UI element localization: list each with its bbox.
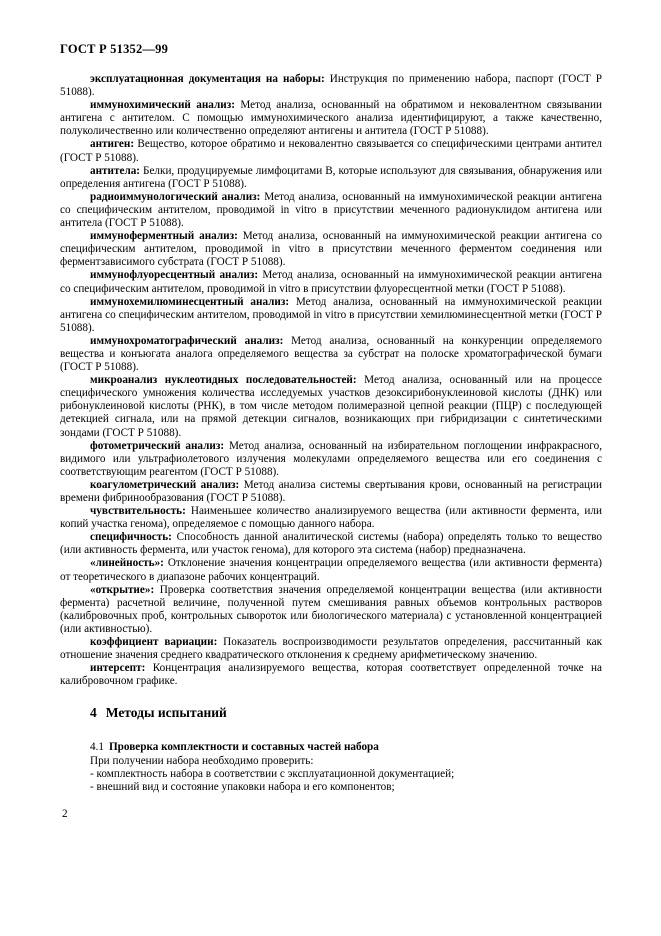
subsection-heading — [60, 741, 602, 754]
definition-item — [60, 296, 602, 335]
definition-term: «линейность»: — [90, 557, 164, 570]
definition-text: Способность данной аналитической системы (набора) определять только то вещество (или активность фермента, или участок генома), для которого эта система (набор) предназначена. — [60, 531, 603, 557]
definition-item — [60, 165, 602, 191]
definition-text: Наименьшее количество анализируемого вещества (или активности фермента, или копий участка генома), определяемое с помощью данного набора. — [60, 505, 602, 531]
definition-item — [60, 269, 602, 295]
definition-term: иммунофлуоресцентный анализ: — [90, 269, 259, 282]
document-code-header: ГОСТ Р 51352—99 — [60, 42, 169, 56]
definition-text: Метод анализа, основанный на иммунохимической реакции антигена со специфическим антителом, проводимой in vitro в присутствии меченного радионуклидом антигена или антитела (ГОСТ Р 51088). — [60, 190, 602, 230]
definition-text: Метод анализа, основанный или на процессе специфического умножения количества исследуемых участков дезоксирибонуклеиновой кислоты (ДНК) или рибонуклеиновой кислоты (РНК), в том числе методом полимеразной цепной реакции (ПЦР) с последующей детекцией сигнала, или на прямой детекции сигналов, возникающих при гибридизации с синтетическими зондами (ГОСТ Р 51088). — [60, 374, 603, 439]
definition-text: Инструкция по применению набора, паспорт (ГОСТ Р 51088). — [60, 73, 602, 99]
definition-item — [60, 191, 602, 230]
definition-term: иммунохроматографический анализ: — [90, 334, 284, 347]
definition-item — [60, 531, 602, 557]
definition-term: антиген: — [90, 138, 135, 151]
definition-item — [60, 374, 602, 439]
section-number: 4 — [90, 705, 97, 721]
definition-term: коэффициент вариации: — [90, 636, 218, 649]
definition-text: Белки, продуцируемые лимфоцитами В, которые используют для связывания, обнаружения или определения антигена (ГОСТ Р 51088). — [60, 164, 603, 190]
page-content — [60, 42, 602, 820]
subsection-block — [60, 741, 602, 793]
definition-text: Отклонение значения концентрации определяемого вещества (или активности фермента) от теоретического в диапазоне рабочих концентраций. — [60, 557, 602, 583]
definition-item — [60, 99, 602, 138]
definition-item — [60, 73, 602, 99]
definition-item — [60, 335, 602, 374]
definition-term: антитела: — [90, 164, 141, 177]
checklist-item: - внешний вид и состояние упаковки набора и его компонентов; — [90, 780, 395, 793]
subsection-intro: При получении набора необходимо проверить: — [90, 754, 314, 767]
definition-text: Метод анализа, основанный на иммунохимической реакции антигена со специфическим антителом, проводимой in vitro в присутствии флуоресцентной метки (ГОСТ Р 51088). — [60, 269, 602, 295]
definition-term: чувствительность: — [90, 505, 186, 518]
definition-term: иммунохимический анализ: — [90, 99, 235, 112]
definition-text: Метод анализа, основанный на иммунохимической реакции антигена со специфическим антителом, проводимой in vitro в присутствии хемилюминесцентной метки (ГОСТ Р 51088). — [60, 295, 602, 334]
checklist-item: - комплектность набора в соответствии с эксплуатационной документацией; — [90, 767, 455, 780]
definition-text: Проверка соответствия значения определяемой концентрации вещества (или активности фермента) расчетной величине, полученной путем смешивания равных объемов контрольных растворов (калибровочных проб, контрольных сывороток или биологического материала) с установленной концентрацией (или активностью). — [60, 583, 602, 635]
definition-term: иммуноферментный анализ: — [90, 230, 238, 243]
definition-item — [60, 557, 602, 583]
definitions-block — [60, 73, 602, 688]
definition-term: микроанализ нуклеотидных последовательностей: — [90, 374, 357, 387]
definition-text: Вещество, которое обратимо и нековалентно связывается со специфическими центрами антител (ГОСТ Р 51088). — [60, 138, 603, 164]
definition-term: интерсепт: — [90, 662, 146, 675]
section-heading — [60, 705, 602, 720]
definition-term: «открытие»: — [90, 583, 155, 596]
definition-text: Метод анализа, основанный на конкуренции определяемого вещества и конъюгата аналога определяемого вещества за субстрат на полоске хроматографической бумаги (ГОСТ Р 51088). — [60, 334, 603, 374]
definition-text: Метод анализа системы свертывания крови, основанный на регистрации времени фибринообразования (ГОСТ Р 51088). — [60, 478, 602, 504]
definition-term: коагулометрический анализ: — [90, 478, 240, 491]
definition-term: иммунохемилюминесцентный анализ: — [90, 295, 290, 308]
definition-item — [60, 505, 602, 531]
definition-text: Концентрация анализируемого вещества, которая соответствует определенной точке на калибровочном графике. — [60, 662, 602, 688]
definition-text: Метод анализа, основанный на обратимом и нековалентном связывании антигена с антителом. С помощью иммунохимического анализа идентифицируют, а также качественно, полуколичественно или количественно определяют антигены и антитела (ГОСТ Р 51088). — [60, 99, 602, 138]
definition-term: фотометрический анализ: — [90, 439, 225, 452]
section-title: Методы испытаний — [105, 705, 227, 721]
definition-text: Показатель воспроизводимости результатов определения, рассчитанный как отношение значения среднего квадратического отклонения к среднему арифметическому значению. — [60, 636, 603, 662]
definition-term: радиоиммунологический анализ: — [90, 190, 261, 203]
definition-term: эксплуатационная документация на наборы: — [90, 73, 325, 85]
definition-item — [60, 440, 602, 479]
definition-item — [60, 138, 602, 164]
definition-item — [60, 584, 602, 636]
subsection-number: 4.1 — [90, 741, 104, 754]
definition-text: Метод анализа, основанный на избирательном поглощении инфракрасного, видимого или ультрафиолетового излучения молекулами определяемого вещества или его соединения с соответствующим реагентом (ГОСТ Р 51088). — [60, 439, 603, 478]
definition-item — [60, 662, 602, 688]
definition-text: Метод анализа, основанный на иммунохимической реакции антигена со специфическим антителом, проводимой in vitro в присутствии меченного ферментом соединения или ферментзависимого субстрата (ГОСТ Р 51088). — [60, 230, 602, 269]
definition-item — [60, 636, 602, 662]
subsection-title: Проверка комплектности и составных частей набора — [108, 741, 379, 754]
definition-item — [60, 479, 602, 505]
definition-term: специфичность: — [90, 531, 172, 544]
page-number: 2 — [62, 807, 68, 820]
definition-item — [60, 230, 602, 269]
